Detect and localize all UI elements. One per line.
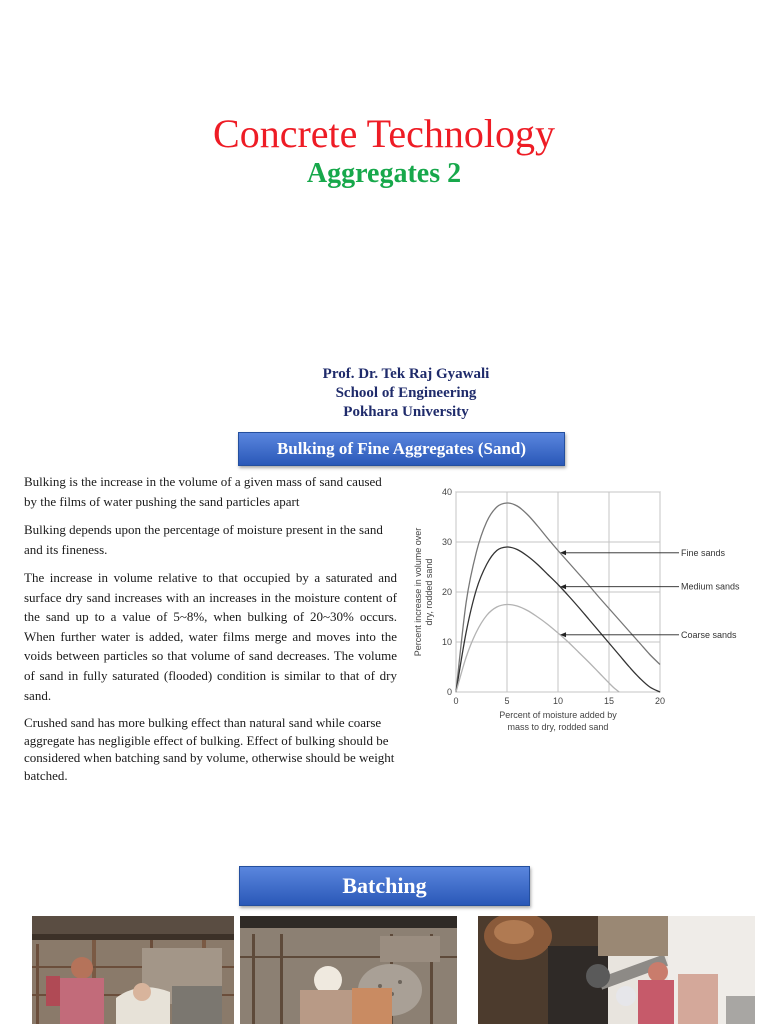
y-tick-label: 20 (441, 587, 452, 597)
legend-label-coarse-sands: Coarse sands (681, 629, 737, 640)
author-university: Pokhara University (343, 404, 469, 420)
author-school: School of Engineering (335, 385, 477, 401)
bulking-section-heading: Bulking of Fine Aggregates (Sand) (238, 432, 565, 466)
x-tick-label: 5 (504, 696, 510, 706)
batching-photo-worker-2 (240, 916, 457, 1024)
x-tick-label: 10 (552, 696, 564, 706)
bulking-chart (405, 480, 765, 740)
bulking-paragraph-2: Bulking depends upon the percentage of moisture present in the sand and its fineness. (24, 522, 383, 557)
legend-label-fine-sands: Fine sands (681, 547, 726, 558)
y-tick-label: 40 (441, 487, 452, 497)
x-tick-label: 0 (453, 696, 459, 706)
y-axis-label-line-2: dry, rodded sand (424, 558, 434, 626)
batching-section-heading: Batching (239, 866, 530, 906)
document-subtitle: Aggregates 2 (306, 158, 462, 189)
bulking-paragraph-1: Bulking is the increase in the volume of a given mass of sand caused by the films of water pushing the sand particles apart (24, 474, 382, 509)
x-tick-label: 15 (603, 696, 615, 706)
chart-ticks (442, 487, 665, 706)
y-tick-label: 30 (441, 537, 452, 547)
x-tick-label: 20 (654, 696, 666, 706)
author-block (0, 365, 768, 422)
x-axis-label-line-1: Percent of moisture added by (499, 710, 617, 720)
legend-label-medium-sands: Medium sands (681, 581, 740, 592)
author-name: Prof. Dr. Tek Raj Gyawali (322, 366, 490, 382)
chart-legend (560, 548, 740, 640)
bulking-paragraph-3: The increase in volume relative to that occupied by a saturated and surface dry sand increases with an increases in the moisture content of the sand up to a value of 5~8%, when bulking of 20~30% occurs. When further water is added, water films merge and moves into the voids between particles so that volume of sand decreases. The volume of sand in fully saturated (flooded) condition is similar to that of dry sand. (24, 570, 397, 703)
series-line-coarse-sands (456, 604, 619, 692)
y-axis-label-line-1: Percent increase in volume over (413, 527, 423, 657)
bulking-paragraph-4: Crushed sand has more bulking effect than natural sand while coarse aggregate has negligible effect of bulking. Effect of bulking should be considered when batching sand by volume, otherwise should be weight batched. (24, 715, 395, 783)
y-tick-label: 0 (446, 687, 452, 697)
batching-photo-worker-1 (32, 916, 234, 1024)
document-title: Concrete Technology (213, 111, 555, 156)
batching-photo-mixer (478, 916, 755, 1024)
y-tick-label: 10 (441, 637, 452, 647)
x-axis-label-line-2: mass to dry, rodded sand (507, 722, 609, 732)
